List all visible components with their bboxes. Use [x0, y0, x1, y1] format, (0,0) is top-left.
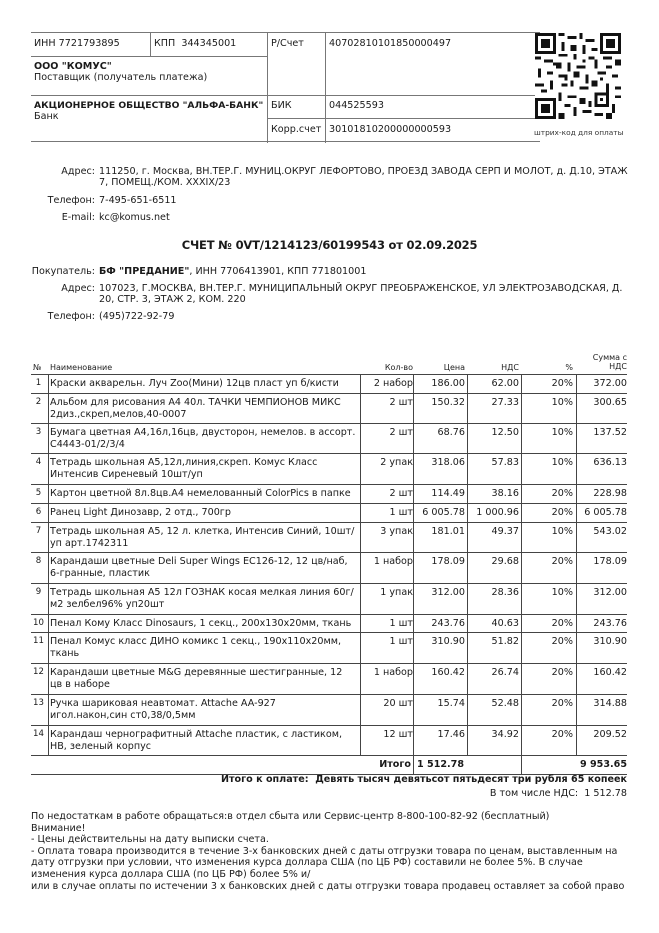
row-pct: 10%	[551, 526, 573, 537]
row-num: 2	[35, 397, 42, 407]
row-pct: 10%	[551, 457, 573, 468]
divider	[267, 118, 540, 119]
table-row	[31, 484, 627, 503]
row-sum: 178.09	[593, 556, 627, 567]
row-name: Альбом для рисования А4 40л. ТАЧКИ ЧЕМПИОНОВ МИКС 2диз.,скреп,мелов,40-0007	[50, 397, 341, 420]
row-vat: 27.33	[491, 397, 519, 408]
row-pct: 20%	[551, 556, 573, 567]
buyer-details: , ИНН 7706413901, КПП 771801001	[189, 266, 367, 277]
qr-code-icon	[535, 33, 621, 119]
corr-account-value: 30101810200000000593	[329, 124, 452, 135]
row-name: Карандаш чернографитный Attache пластик, с ластиком, HB, зеленый корпус	[50, 729, 343, 752]
table-row	[31, 522, 627, 552]
row-pct: 20%	[551, 378, 573, 389]
header-sum	[577, 353, 627, 371]
table-row	[31, 725, 627, 755]
total-label: Итого	[379, 759, 411, 770]
row-pct: 10%	[551, 587, 573, 598]
row-sum: 6 005.78	[584, 507, 627, 518]
row-sum: 137.52	[593, 427, 627, 438]
bank-role: Банк	[34, 111, 59, 122]
row-qty: 1 шт	[389, 636, 413, 647]
row-vat: 51.82	[491, 636, 519, 647]
supplier-inn: ИНН 7721793895	[34, 38, 120, 49]
row-price: 17.46	[437, 729, 465, 740]
row-name: Пенал Кому Класс Dinosaurs, 1 секц., 200x130x20мм, ткань	[50, 618, 352, 629]
buyer-address-line: 107023, Г.МОСКВА, ВН.ТЕР.Г. МУНИЦИПАЛЬНЫЙ ОКРУГ ПРЕОБРАЖЕНСКОЕ, УЛ ЭЛЕКТРОЗАВОДСКАЯ, Д.	[99, 283, 623, 294]
row-pct: 10%	[551, 397, 573, 408]
row-qty: 2 шт	[389, 397, 413, 408]
row-name: Ручка шариковая неавтомат. Attache AA-927 игол.након,син ст0,38/0,5мм	[50, 698, 276, 721]
supplier-phone: 7-495-651-6511	[99, 195, 177, 206]
supplier-email-label: E-mail:	[61, 212, 95, 223]
row-sum: 372.00	[593, 378, 627, 389]
buyer-info	[99, 266, 366, 277]
row-price: 15.74	[437, 698, 465, 709]
row-price: 114.49	[431, 488, 465, 499]
row-price: 181.01	[431, 526, 465, 537]
row-price: 68.76	[437, 427, 465, 438]
row-vat: 12.50	[491, 427, 519, 438]
divider	[31, 56, 267, 57]
row-pct: 20%	[551, 698, 573, 709]
row-num: 14	[33, 729, 44, 739]
bank-details-table	[31, 32, 540, 142]
row-sum: 543.02	[593, 526, 627, 537]
row-num: 1	[35, 378, 42, 388]
row-sum: 314.88	[593, 698, 627, 709]
table-row	[31, 632, 627, 663]
table-row	[31, 393, 627, 423]
row-price: 150.32	[431, 397, 465, 408]
row-price: 310.90	[431, 636, 465, 647]
row-name: Карандаши цветные Deli Super Wings EC126-12, 12 цв/наб, 6-гранные, пластик	[50, 556, 348, 579]
row-qty: 20 шт	[383, 698, 413, 709]
total-row	[31, 755, 627, 775]
supplier-phone-label: Телефон:	[47, 195, 95, 206]
bik-label: БИК	[271, 100, 292, 111]
buyer-address	[99, 283, 639, 305]
row-vat: 49.37	[491, 526, 519, 537]
buyer-name: БФ "ПРЕДАНИЕ"	[99, 266, 190, 277]
divider	[267, 33, 268, 143]
row-qty: 2 упак	[380, 457, 413, 468]
note-line: Внимание!	[31, 822, 86, 834]
row-name: Тетрадь школьная А5 12л ГОЗНАК косая мелкая линия 60г/ м2 зелбел96% уп20шт	[50, 587, 354, 610]
row-num: 5	[35, 488, 42, 498]
row-vat: 28.36	[491, 587, 519, 598]
row-sum: 160.42	[593, 667, 627, 678]
row-vat: 40.63	[491, 618, 519, 629]
qr-code-label: штрих-код для оплаты	[534, 128, 624, 137]
buyer-address-line: 20, СТР. 3, ЭТАЖ 2, КОМ. 220	[99, 294, 246, 305]
divider	[31, 95, 540, 96]
divider	[150, 33, 151, 56]
row-vat: 1 000.96	[476, 507, 519, 518]
table-row	[31, 374, 627, 393]
bank-name: АКЦИОНЕРНОЕ ОБЩЕСТВО "АЛЬФА-БАНК"	[34, 100, 264, 111]
row-vat: 57.83	[491, 457, 519, 468]
row-sum: 243.76	[593, 618, 627, 629]
row-pct: 20%	[551, 507, 573, 518]
row-num: 4	[35, 457, 42, 467]
row-sum: 310.90	[593, 636, 627, 647]
note-line: По недостаткам в работе обращаться:в отдел сбыта или Сервис-центр 8-800-100-82-92 (бесплатный)	[31, 811, 550, 822]
row-pct: 20%	[551, 729, 573, 740]
table-row	[31, 663, 627, 694]
row-vat: 62.00	[491, 378, 519, 389]
supplier-address	[99, 166, 639, 188]
header-name: Наименование	[50, 363, 113, 372]
table-row	[31, 423, 627, 453]
row-price: 243.76	[431, 618, 465, 629]
row-vat: 26.74	[491, 667, 519, 678]
bik-value: 044525593	[329, 100, 384, 111]
row-vat: 29.68	[491, 556, 519, 567]
row-pct: 10%	[551, 427, 573, 438]
supplier-email: kc@komus.net	[99, 212, 170, 223]
row-price: 160.42	[431, 667, 465, 678]
row-price: 178.09	[431, 556, 465, 567]
row-pct: 20%	[551, 488, 573, 499]
supplier-kpp: КПП 344345001	[154, 38, 237, 49]
row-vat: 34.92	[491, 729, 519, 740]
row-num: 9	[35, 587, 42, 597]
total-to-pay: Итого к оплате: Девять тысяч девятьсот пятьдесят три рубля 65 копеек	[220, 774, 627, 785]
supplier-address-line: 111250, г. Москва, ВН.ТЕР.Г. МУНИЦ.ОКРУГ ЛЕФОРТОВО, ПРОЕЗД ЗАВОДА СЕРП И МОЛОТ, д. Д.10, ЭТАЖ	[99, 166, 628, 177]
account-label: Р/Счет	[271, 38, 304, 49]
header-sum-line: Сумма с	[592, 353, 627, 362]
row-qty: 12 шт	[383, 729, 413, 740]
row-price: 186.00	[431, 378, 465, 389]
row-sum: 209.52	[593, 729, 627, 740]
row-num: 6	[35, 507, 42, 517]
row-qty: 1 шт	[389, 507, 413, 518]
row-num: 8	[35, 556, 42, 566]
row-vat: 52.48	[491, 698, 519, 709]
row-name: Ранец Light Динозавр, 2 отд., 700гр	[50, 507, 231, 518]
row-qty: 2 шт	[389, 488, 413, 499]
row-name: Тетрадь школьная А5,12л,линия,скреп. Комус Класс Интенсив Сиреневый 10шт/уп	[50, 457, 318, 480]
corr-account-label: Корр.счет	[271, 124, 322, 135]
row-sum: 312.00	[593, 587, 627, 598]
total-vat: 1 512.78	[417, 759, 465, 770]
row-qty: 1 набор	[373, 667, 413, 678]
table-row	[31, 503, 627, 522]
table-row	[31, 583, 627, 614]
buyer-phone-label: Телефон:	[47, 311, 95, 322]
table-row	[31, 694, 627, 725]
supplier-role: Поставщик (получатель платежа)	[34, 72, 208, 83]
row-num: 12	[33, 667, 44, 677]
invoice-title: СЧЕТ № 0VT/1214123/60199543 от 02.09.2025	[181, 238, 478, 252]
header-sum-line: НДС	[609, 362, 627, 371]
row-qty: 2 набор	[373, 378, 413, 389]
supplier-address-label: Адрес:	[61, 166, 95, 177]
row-qty: 1 шт	[389, 618, 413, 629]
row-vat: 38.16	[491, 488, 519, 499]
table-row	[31, 453, 627, 484]
note-line: - Цены действительны на дату выписки счета.	[31, 834, 269, 846]
row-num: 7	[35, 526, 42, 536]
supplier-address-line: 7, ПОМЕЩ./КОМ. XXXIX/23	[99, 177, 231, 188]
header-price: Цена	[443, 363, 465, 372]
row-name: Бумага цветная А4,16л,16цв, двусторон, немелов. в ассорт. С4443-01/2/3/4	[50, 427, 356, 450]
table-row	[31, 552, 627, 583]
supplier-name: ООО "КОМУС"	[34, 61, 112, 72]
note-line: изменения курса доллара США (по ЦБ РФ) более 5% и/	[31, 868, 311, 880]
row-price: 6 005.78	[422, 507, 465, 518]
row-pct: 20%	[551, 667, 573, 678]
row-num: 10	[33, 618, 44, 628]
row-num: 11	[33, 636, 44, 646]
total-sum: 9 953.65	[579, 759, 627, 770]
row-name: Краски акварельн. Луч Zoo(Мини) 12цв пласт уп б/кисти	[50, 378, 339, 389]
row-name: Карандаши цветные M&G деревянные шестигранные, 12 цв в наборе	[50, 667, 343, 690]
row-sum: 300.65	[593, 397, 627, 408]
header-pct: %	[565, 363, 573, 372]
row-qty: 1 набор	[373, 556, 413, 567]
table-row	[31, 614, 627, 632]
notes-block	[31, 811, 641, 892]
buyer-address-label: Адрес:	[61, 283, 95, 294]
divider	[325, 33, 326, 143]
row-name: Картон цветной 8л.8цв.А4 немелованный ColorPics в папке	[50, 488, 351, 499]
header-num: №	[33, 363, 42, 372]
note-line: - Оплата товара производится в течение 3-х банковских дней с даты отгрузки товара по ценам, выставленным на	[31, 845, 618, 857]
note-line: или в случае оплаты по истечении 3 х банковских дней с даты отгрузки товара продавец оставляет за собой право	[31, 880, 625, 892]
row-price: 318.06	[431, 457, 465, 468]
vat-included: В том числе НДС: 1 512.78	[489, 788, 627, 799]
row-qty: 2 шт	[389, 427, 413, 438]
row-qty: 3 упак	[380, 526, 413, 537]
row-pct: 20%	[551, 618, 573, 629]
buyer-label: Покупатель:	[31, 266, 95, 277]
header-qty: Кол-во	[384, 363, 413, 372]
row-price: 312.00	[431, 587, 465, 598]
account-value: 40702810101850000497	[329, 38, 452, 49]
row-num: 13	[33, 698, 44, 708]
header-vat: НДС	[501, 363, 519, 372]
row-pct: 20%	[551, 636, 573, 647]
buyer-phone: (495)722-92-79	[99, 311, 175, 322]
row-name: Тетрадь школьная А5, 12 л. клетка, Интенсив Синий, 10шт/ уп арт.1742311	[50, 526, 355, 549]
row-qty: 1 упак	[380, 587, 413, 598]
note-line: дату отгрузки при условии, что изменения курса доллара США (по ЦБ РФ) составили не более 5%. В случае	[31, 857, 583, 869]
row-num: 3	[35, 427, 42, 437]
row-sum: 636.13	[593, 457, 627, 468]
row-sum: 228.98	[593, 488, 627, 499]
row-name: Пенал Комус класс ДИНО комикс 1 секц., 190x110x20мм, ткань	[50, 636, 342, 659]
